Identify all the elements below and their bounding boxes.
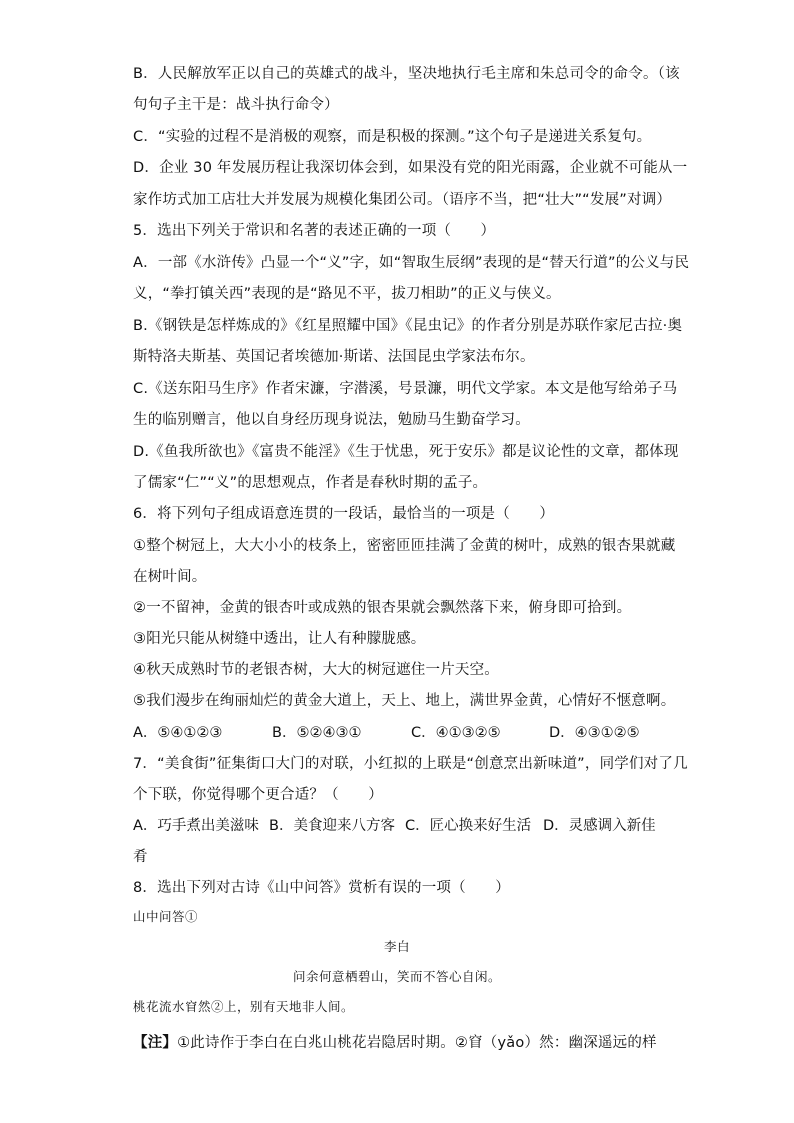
q6-option-c: C．④①③②⑤ [411,725,501,741]
q7-option-c: C．匠心换来好生活 [405,818,532,834]
q6-option-d: D．④③①②⑤ [549,725,640,741]
text-line: 肴 [133,849,148,865]
text-line: 个下联，你觉得哪个更合适？（ ） [133,787,383,803]
poem-line-1: 问余何意栖碧山，笑而不答心自闲。 [292,969,501,984]
text-line: 在树叶间。 [133,569,207,585]
note-text: ①此诗作于李白在白兆山桃花岩隐居时期。②窅（yǎo）然：幽深遥远的样 [177,1035,657,1051]
text-line: ④秋天成熟时节的老银杏树，大大的树冠遮住一片天空。 [133,662,499,678]
poem-line-2: 桃花流水窅然②上，别有天地非人间。 [133,999,355,1014]
q6-option-a: A．⑤④①②③ [133,725,223,741]
q7-option-d: D．灵感调入新佳 [543,818,656,834]
text-line: ③阳光只能从树缝中透出，让人有种朦胧感。 [133,631,426,647]
text-line: 生的临别赠言，他以自身经历现身说法，勉励马生勤奋学习。 [133,412,530,428]
poem-title: 山中问答① [133,909,199,924]
text-line: D．企业 30 年发展历程让我深切体会到，如果没有党的阳光雨露，企业就不可能从一 [133,160,688,176]
text-line: A．一部《水浒传》凸显一个“义”字，如“智取生辰纲”表现的是“替天行道”的公义与民 [133,255,690,271]
text-line: D.《鱼我所欲也》《富贵不能淫》《生于忧患，死于安乐》都是议论性的文章，都体现 [133,444,679,460]
text-line: B.《钢铁是怎样炼成的》《红星照耀中国》《昆虫记》的作者分别是苏联作家尼古拉·奥 [133,318,683,334]
question-7: 7．“美食街”征集街口大门的对联，小红拟的上联是“创意烹出新味道”，同学们对了几 [133,756,688,772]
text-line: 义，“拳打镇关西”表现的是“路见不平，拔刀相助”的正义与侠义。 [133,286,561,302]
text-line: 斯特洛夫斯基、英国记者埃德加·斯诺、法国昆虫学家法布尔。 [133,349,535,365]
text-line: 家作坊式加工店壮大并发展为规模化集团公司。（语序不当，把“壮大”“发展”对调） [133,192,672,208]
text-line: B．人民解放军正以自己的英雄式的战斗，坚决地执行毛主席和朱总司令的命令。（该 [133,66,680,82]
text-line: ②一不留神，金黄的银杏叶或成熟的银杏果就会飘然落下来，俯身即可拾到。 [133,600,632,616]
note-label: 【注】 [133,1035,178,1051]
text-line: C．“实验的过程不是消极的观察，而是积极的探测。”这个句子是递进关系复句。 [133,129,652,145]
text-line: C.《送东阳马生序》作者宋濂，字潜溪，号景濂，明代文学家。本文是他写给弟子马 [133,381,678,397]
q6-option-b: B．⑤②④③① [272,725,362,741]
text-line: ⑤我们漫步在绚丽灿烂的黄金大道上，天上、地上，满世界金黄，心情好不惬意啊。 [133,693,676,709]
text-line: 句句子主干是：战斗执行命令） [133,97,339,113]
poem-author: 李白 [383,939,410,954]
q7-option-b: B．美食迎来八方客 [269,818,395,834]
q7-option-a: A．巧手煮出美滋味 [133,818,259,834]
question-8: 8．选出下列对古诗《山中问答》赏析有误的一项（ ） [133,880,510,896]
question-6: 6．将下列句子组成语意连贯的一段话，最恰当的一项是（ ） [133,506,555,522]
poem-note [133,1033,657,1053]
text-line: ①整个树冠上，大大小小的枝条上，密密匝匝挂满了金黄的树叶，成熟的银杏果就藏 [133,538,676,554]
text-line: 了儒家“仁”“义”的思想观点，作者是春秋时期的孟子。 [133,475,488,491]
question-5: 5．选出下列关于常识和名著的表述正确的一项（ ） [133,223,496,239]
